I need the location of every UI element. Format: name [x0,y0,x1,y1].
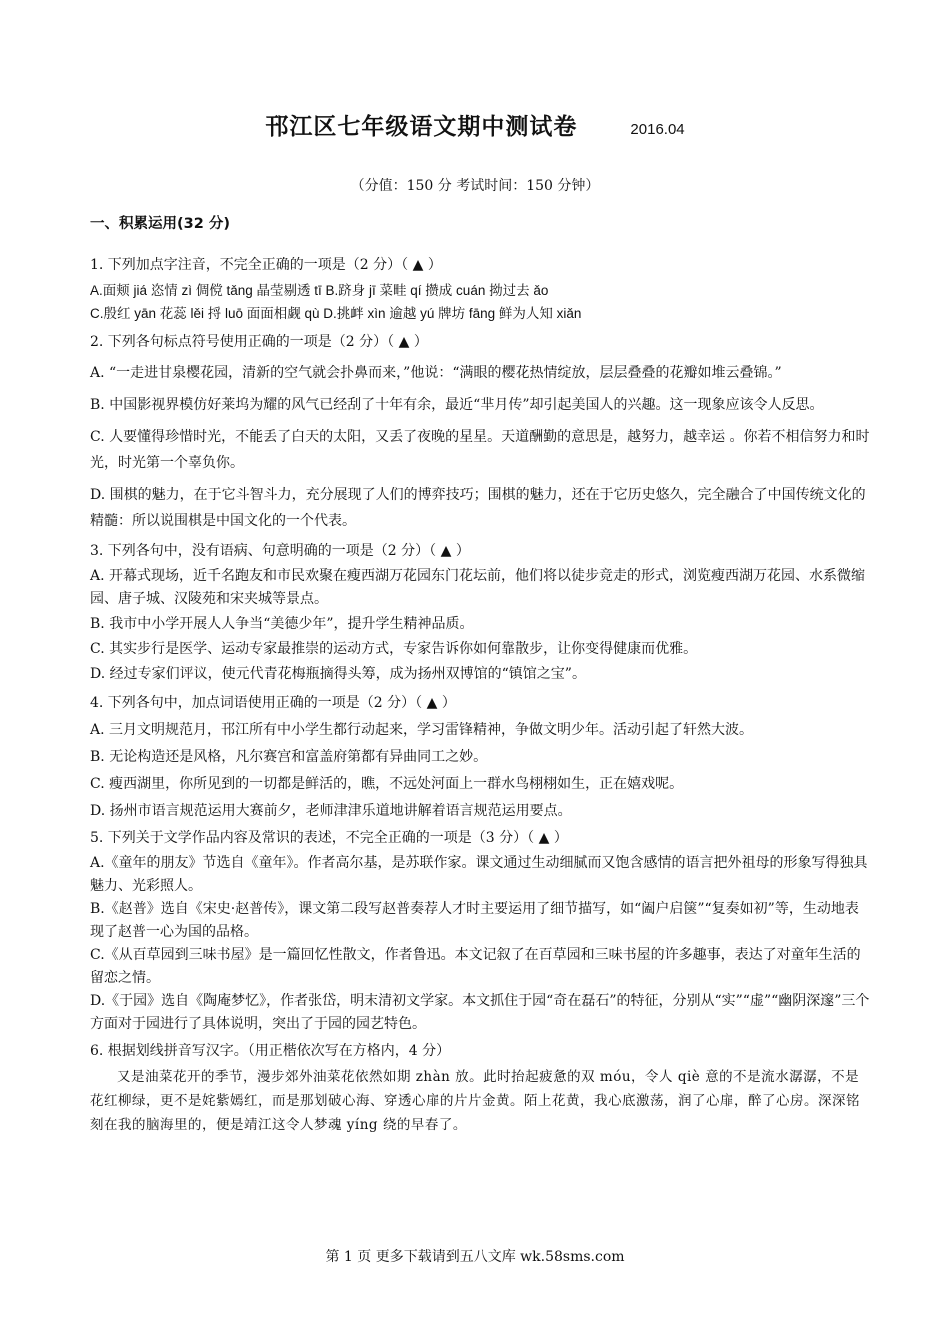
exam-meta: （分值：150 分 考试时间：150 分钟） [350,178,600,194]
question-option: D.《于园》选自《陶庵梦忆》，作者张岱，明末清初文学家。本文抓住于园“奇在磊石”的特征，分别从“实”“虚”“幽阴深邃”三个方面对于园进行了具体说明，突出了于园的园艺特色。 [90,993,870,1032]
section-title: 一、积累运用(32 分) [90,216,230,232]
question-5 [90,827,870,1036]
question-option: B. 我市中小学开展人人争当“美德少年”，提升学生精神品质。 [90,616,474,632]
question-option: C. 其实步行是医学、运动专家最推崇的运动方式，专家告诉你如何靠散步，让你变得健康而优雅。 [90,641,698,657]
question-option: B. 无论构造还是风格，凡尔赛宫和富盖府第都有异曲同工之妙。 [90,749,488,765]
question-list [90,250,870,1137]
question-3 [90,540,870,686]
question-option: A. 开幕式现场，近千名跑友和市民欢聚在瘦西湖万花园东门花坛前，他们将以徒步竞走的形式，浏览瘦西湖万花园、水系微缩园、唐子城、汉陵苑和宋夹城等景点。 [90,568,866,607]
question-option: A.《童年的朋友》节选自《童年》。作者高尔基，是苏联作家。课文通过生动细腻而又饱含感情的语言把外祖母的形象写得独具魅力、光彩照人。 [90,855,868,894]
question-option: C. 人要懂得珍惜时光，不能丢了白天的太阳，又丢了夜晚的星星。天道酬勤的意思是，越努力，越幸运 。你若不相信努力和时光，时光第一个辜负你。 [90,429,870,471]
question-stem: 2. 下列各句标点符号使用正确的一项是（2 分）（ ▲ ） [90,334,428,350]
question-option: C.殷红 yān 花蕊 lěi 捋 luō 面面相觑 qù D.挑衅 xìn 逾越 yú 牌坊 fāng 鲜为人知 xiǎn [90,306,582,321]
question-option: A. “一走进甘泉樱花园，清新的空气就会扑鼻而来，”他说：“满眼的樱花热情绽放，层层叠叠的花瓣如堆云叠锦。” [90,365,782,381]
page-footer: 第 1 页 更多下载请到五八文库 wk.58sms.com [325,1249,625,1265]
exam-date: 2016.04 [630,121,685,138]
question-option: D. 经过专家们评议，使元代青花梅瓶摘得头筹，成为扬州双博馆的“镇馆之宝”。 [90,666,586,682]
question-1 [90,254,870,325]
question-stem: 3. 下列各句中，没有语病、句意明确的一项是（2 分）（ ▲ ） [90,543,470,559]
question-option: A.面颊 jiá 恣情 zì 倜傥 tǎng 晶莹剔透 tī B.跻身 jī 菜畦 qí 攒成 cuán 拗过去 ǎo [90,283,549,298]
title-row [0,108,950,141]
question-4 [90,692,870,823]
question-stem: 1. 下列加点字注音，不完全正确的一项是（2 分）（ ▲ ） [90,257,442,273]
question-2 [90,331,870,534]
question-6 [90,1040,870,1137]
question-option: A. 三月文明规范月，邗江所有中小学生都行动起来，学习雷锋精神，争做文明少年。活动引起了轩然大波。 [90,722,754,738]
question-passage: 又是油菜花开的季节，漫步郊外油菜花依然如期 zhàn 放。此时抬起疲惫的双 móu，令人 qiè 意的不是流水潺潺，不是花红柳绿，更不是姹紫嫣红，而是那划破心海、穿透心扉的片片金黄。陌上花黄，我心底激荡，润了心扉，醉了心房。深深铭刻在我的脑海里的，便是靖江这令人梦魂 yíng 绕的早春了。 [90,1069,860,1133]
question-option: B.《赵普》选自《宋史·赵普传》，课文第二段写赵普奏荐人才时主要运用了细节描写，如“阖户启箧”“复奏如初”等，生动地表现了赵普一心为国的品格。 [90,901,859,940]
page-title: 邗江区七年级语文期中测试卷 [265,114,578,140]
question-option: B. 中国影视界模仿好莱坞为耀的风气已经刮了十年有余，最近“芈月传”却引起美国人的兴趣。这一现象应该令人反思。 [90,397,824,413]
question-stem: 6. 根据划线拼音写汉字。（用正楷依次写在方格内，4 分） [90,1043,451,1059]
question-stem: 5. 下列关于文学作品内容及常识的表述，不完全正确的一项是（3 分）（ ▲ ） [90,830,568,846]
question-option: C. 瘦西湖里，你所见到的一切都是鲜活的，瞧，不远处河面上一群水鸟栩栩如生，正在嬉戏呢。 [90,776,684,792]
question-option: D. 扬州市语言规范运用大赛前夕，老师津津乐道地讲解着语言规范运用要点。 [90,803,572,819]
question-stem: 4. 下列各句中，加点词语使用正确的一项是（2 分）（ ▲ ） [90,695,456,711]
question-option: C.《从百草园到三味书屋》是一篇回忆性散文，作者鲁迅。本文记叙了在百草园和三味书屋的许多趣事，表达了对童年生活的留恋之情。 [90,947,861,986]
question-option: D. 围棋的魅力，在于它斗智斗力，充分展现了人们的博弈技巧；围棋的魅力，还在于它历史悠久，完全融合了中国传统文化的精髓：所以说围棋是中国文化的一个代表。 [90,487,866,529]
